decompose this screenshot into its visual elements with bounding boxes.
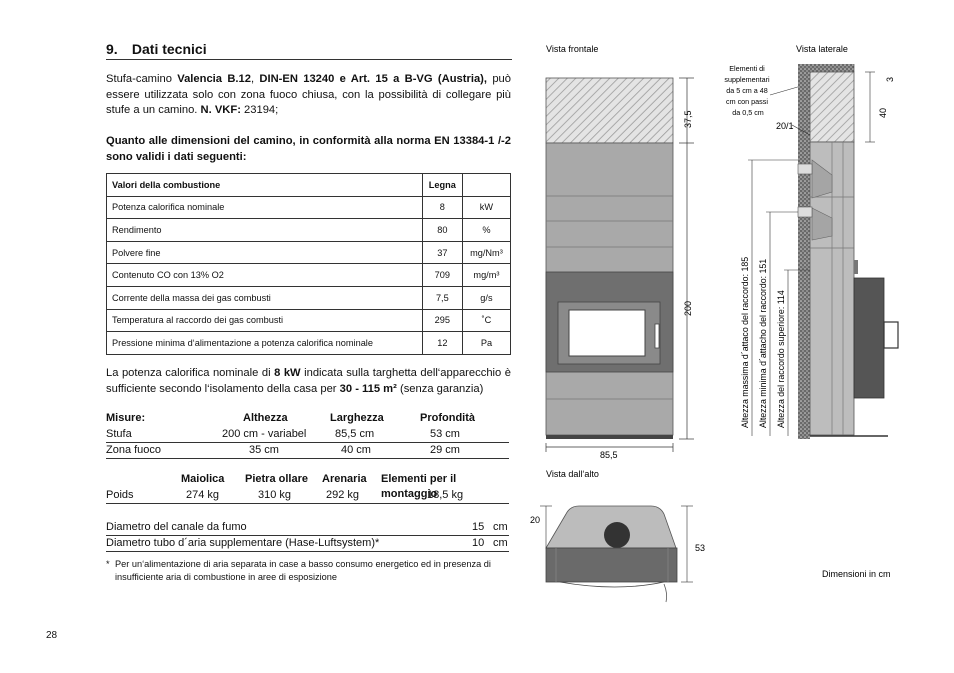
table-cell: ˚C [462,309,510,332]
table-cell: g/s [462,286,510,309]
table-cell: kW [462,196,510,219]
weights-cell: 274 kg [186,489,220,501]
measures-cell: 40 cm [341,444,371,456]
measures-cell: 35 cm [249,444,279,456]
wall-top [810,64,854,72]
diameter-value: 10 [472,537,485,549]
elements-note [724,64,771,117]
front-view-title: Vista frontale [546,44,599,54]
heating-area: 30 - 115 m² [339,382,397,395]
side-firebox [854,278,884,398]
table-cell: mg/Nm³ [462,241,510,264]
measures-cell: Zona fuoco [106,444,162,456]
elements-note-line: cm con passi [726,97,768,106]
table-cell: Rendimento [107,219,423,242]
table-header-cell: Valori della combustione [107,174,423,197]
measures-label: Misure: [106,412,146,424]
diameter-unit: cm [493,537,508,549]
heating-text-1: La potenza calorifica nominale di [106,367,275,379]
dim-37-5: 37,5 [683,110,693,128]
table-cell: 80 [422,219,462,242]
weights-cell: 18,5 kg [427,489,464,501]
weights-cell: 310 kg [258,489,292,501]
intro-norm: DIN-EN 13240 e Art. 15 a B-VG (Austria), [259,73,488,85]
measures-cell: Stufa [106,428,132,440]
weights-label: Poids [106,489,134,501]
dim-20-1: 20/1 [776,121,794,131]
weights-col-mounting: Elementi per il montaggio [381,473,457,500]
measures-cell: 85,5 cm [335,428,375,440]
table-cell: 8 [422,196,462,219]
weights-cell: 292 kg [326,489,360,501]
top-view-title: Vista dall‘alto [546,469,599,479]
dim-200: 200 [683,300,693,316]
dim-85-5: 85,5 [600,450,618,460]
measures-cell: 53 cm [430,428,460,440]
diameter-label: Diametro tubo d´aria supplementare (Hase-Luftsystem)* [106,537,380,549]
section-title: Dati tecnici [131,41,207,57]
alt-max-label: Altezza massima d´attaco del raccordo: 185 [740,256,750,428]
door-handle [655,324,659,348]
weights-col-soapstone: Pietra ollare [245,473,308,485]
dim-3: 3 [885,76,895,82]
table-cell: mg/m³ [462,264,510,287]
table-cell: Pa [462,332,510,355]
heating-power: 8 kW [274,367,301,379]
elements-note-line: da 0,5 cm [732,108,764,117]
elements-note-line: da 5 cm a 48 [726,86,768,95]
footnote-line: Per un‘alimentazione di aria separata in case a basso consumo energetico ed in presenza di [115,559,491,569]
table-cell: 12 [422,332,462,355]
weights-col-majolica: Maiolica [181,473,225,485]
hatched-extension [546,78,673,143]
diameter-label: Diametro del canale da fumo [106,521,247,533]
elements-note-line: supplementari [724,75,770,84]
table-cell: Contenuto CO con 13% O2 [107,264,423,287]
table-cell: Polvere fine [107,241,423,264]
heating-text-3: (senza garanzia) [396,382,484,395]
section-number: 9. [106,41,118,57]
heating-text-2: indicata sulla targhetta dell‘apparecchio è sufficiente secondo l‘isolamento della casa per [106,367,511,395]
dim-20: 20 [530,515,541,525]
table-header-cell: Legna [422,174,462,197]
measures-col-width: Larghezza [330,412,384,424]
table-cell: Pressione minima d‘alimentazione a potenza calorifica nominale [107,332,423,355]
wall [798,64,810,439]
weights-col-sandstone: Arenaria [322,473,367,485]
side-view-title: Vista laterale [796,44,848,54]
measures-cell: 29 cm [430,444,460,456]
page-number: 28 [46,630,58,641]
stove-base [546,435,673,439]
intro-text-3: può essere utilizzata solo con zona fuoco chiusa, con la possibilità di collegare più stufe a un camino. [106,73,511,117]
table-cell: Potenza calorifica nominale [107,196,423,219]
intro-text-2: , [250,73,260,85]
measures-cell: 200 cm - variabel [222,428,307,440]
side-detail [854,260,858,274]
side-hatched-extension [810,72,854,142]
footnote-line: insufficiente aria di combustione in aree di esposizione [115,572,337,582]
intro-vkf-value: 23194; [240,104,279,117]
table-cell: Corrente della massa dei gas combusti [107,286,423,309]
side-door-handle [884,322,898,348]
table-cell: 37 [422,241,462,264]
measures-col-depth: Profondità [420,412,475,424]
diameter-unit: cm [493,521,508,533]
chimney-note: Quanto alle dimensioni del camino, in conformità alla norma EN 13384-1 /-2 sono validi i dati seguenti: [106,135,511,163]
diameter-value: 15 [472,521,485,533]
units-note: Dimensioni in cm [822,569,891,579]
dim-40: 40 [878,107,888,118]
handle-cable [664,584,667,602]
alt-sup-label: Altezza del raccordo superiore: 114 [776,290,786,428]
front-view [546,44,694,460]
top-front-curve [560,582,664,587]
table-cell: 7,5 [422,286,462,309]
connector-stub [798,164,812,174]
top-front [546,548,677,582]
firebox-glass [569,310,645,356]
table-cell: 709 [422,264,462,287]
measures-col-height: Althezza [243,412,288,424]
footnote-star: * [106,559,110,569]
top-view [530,469,705,602]
intro-text-1: Stufa-camino [106,73,178,85]
flue-opening [604,522,630,548]
alt-min-label: Altezza minima d´attacho del raccordo: 151 [758,258,768,428]
table-cell: 295 [422,309,462,332]
dim-53: 53 [695,543,706,553]
table-cell: Temperatura al raccordo dei gas combusti [107,309,423,332]
connector-stub [798,207,812,217]
intro-vkf-label: N. VKF: [200,104,241,117]
elements-note-line: Elementi di [729,64,765,73]
table-cell: % [462,219,510,242]
intro-model: Valencia B.12 [177,73,251,85]
side-view [724,44,898,439]
